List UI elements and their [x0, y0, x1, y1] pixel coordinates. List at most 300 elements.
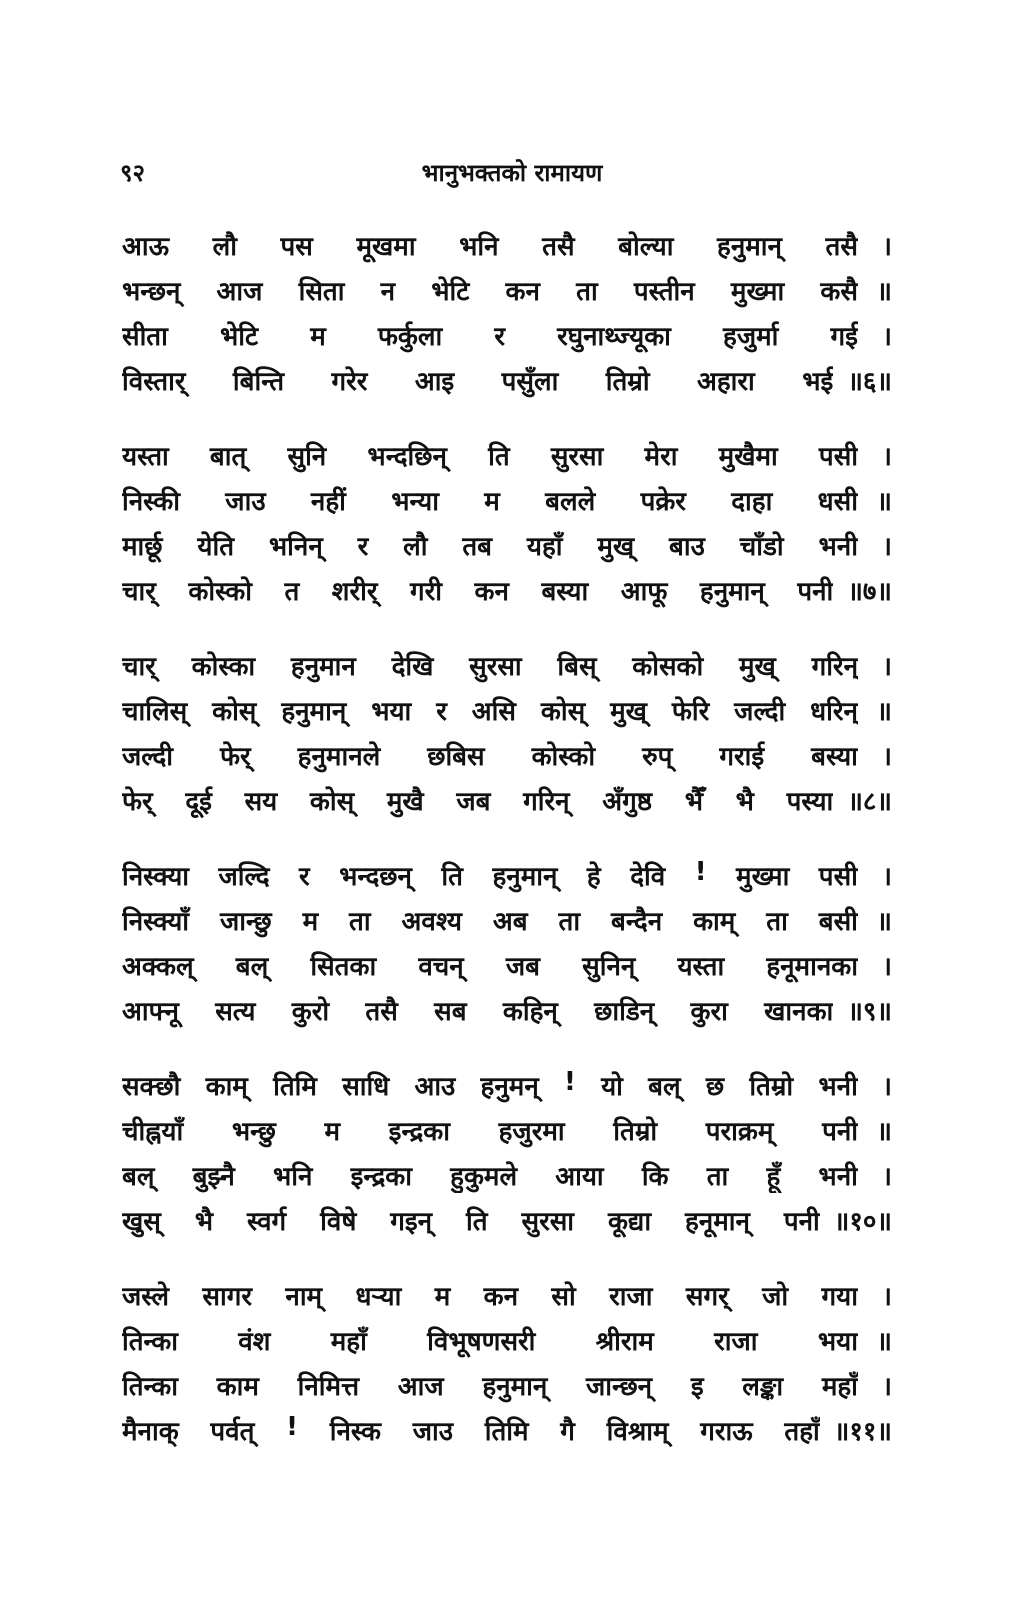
verse-word: तिन्का: [122, 1326, 178, 1357]
verse-mark: ॥८॥: [847, 786, 892, 817]
verse-word: भैँ: [684, 786, 703, 817]
verse-mark: ॥७॥: [847, 576, 892, 607]
verse-word: हनुमान्: [699, 576, 765, 607]
verse-word: कोस्: [212, 696, 257, 727]
verse-word: जल्दि: [218, 861, 270, 892]
verse-mark: ।: [882, 231, 892, 262]
verse-word: यहाँ: [526, 531, 563, 562]
verse-word: हनुमान्: [492, 861, 558, 892]
verse-word: म: [302, 906, 319, 937]
verse-word: श्रीराम: [595, 1326, 654, 1357]
verse-word: आऊ: [122, 231, 169, 262]
verse-text: [122, 362, 833, 398]
verse-word: जब: [456, 786, 491, 817]
verse-word: भन्दछिन्: [367, 441, 447, 472]
verse-word: धसी: [817, 486, 858, 517]
verse-word: कि: [641, 1161, 669, 1192]
verse-word: तिम्रो: [613, 1116, 658, 1147]
verse-word: छ: [705, 1071, 725, 1102]
verse-mark: ।: [882, 531, 892, 562]
verse-word: भनी: [818, 1161, 858, 1192]
verse-word: आइ: [414, 366, 455, 397]
verse-word: अहारा: [697, 366, 755, 397]
verse-word: भै: [194, 1206, 214, 1237]
verse-word: पस्तीन: [633, 276, 695, 307]
verse-mark: ॥१०॥: [833, 1206, 892, 1237]
verse-word: फेरि: [671, 696, 710, 727]
verse-word: अँगुष्ठ: [602, 786, 653, 817]
verse-word: भनि: [273, 1161, 313, 1192]
verse-word: विस्तार्: [122, 366, 186, 397]
verse-word: कन: [483, 1281, 519, 1312]
verse-word: सगर्: [685, 1281, 729, 1312]
verse-line: [122, 567, 892, 612]
verse-word: कुरो: [291, 996, 330, 1027]
verse-line: [122, 687, 892, 732]
verse-word: रुप्: [642, 741, 673, 772]
verse-word: धऱ्या: [355, 1281, 402, 1312]
verse-word: गराई: [719, 741, 765, 772]
verse-word: छबिस: [427, 741, 485, 772]
verse-word: सुनिन्: [582, 951, 636, 982]
verse-word: शरीर्: [331, 576, 378, 607]
verse-word: म: [434, 1281, 451, 1312]
verse-word: तसै: [542, 231, 575, 262]
verse-word: भया: [371, 696, 412, 727]
verse-word: जल्दी: [122, 741, 174, 772]
verse-word: मुख्: [597, 531, 635, 562]
verse-word: जब: [505, 951, 541, 982]
verse-line: [122, 1317, 892, 1362]
verse-mark: ॥: [876, 1116, 892, 1147]
verse-word: हजुरमा: [498, 1116, 565, 1147]
verse-word: सागर: [202, 1281, 253, 1312]
verse-word: भन्या: [391, 486, 439, 517]
verse-line: [122, 477, 892, 522]
verse-word: चालिस्: [122, 696, 188, 727]
verse-line: [122, 942, 892, 987]
verse-word: !: [286, 1411, 299, 1442]
page-header: [0, 150, 1024, 200]
verse-word: गई: [830, 321, 858, 352]
verse-word: वंश: [238, 1326, 271, 1357]
verse-word: लौ: [212, 231, 237, 262]
verse-word: निस्क: [329, 1416, 381, 1447]
verse-text: [122, 227, 858, 263]
verse-word: बल्: [235, 951, 269, 982]
verse-word: बल्: [122, 1161, 155, 1192]
verse-word: आफ्नू: [122, 996, 179, 1027]
verse-word: जाउ: [412, 1416, 453, 1447]
verse-text: [122, 1157, 858, 1193]
verse-word: आज: [397, 1371, 444, 1402]
verse-word: !: [563, 1066, 576, 1097]
verse-word: भनिन्: [268, 531, 323, 562]
verse-word: वचन्: [418, 951, 464, 982]
verse-word: गरिन्: [811, 651, 858, 682]
verse-word: महाँ: [821, 1371, 858, 1402]
verse-word: सो: [551, 1281, 576, 1312]
verse-line: [122, 357, 892, 402]
verse-word: हनुमान्: [482, 1371, 548, 1402]
verse-word: म: [310, 321, 326, 352]
verse-line: [122, 267, 892, 312]
verse-word: इन्द्रका: [350, 1161, 412, 1192]
verse-word: राजा: [609, 1281, 653, 1312]
verse-mark: ॥११॥: [833, 1416, 892, 1447]
verse-word: बात्: [209, 441, 247, 472]
verse-word: राजा: [714, 1326, 758, 1357]
verse-word: भेटि: [219, 321, 259, 352]
verse-mark: ॥: [876, 1326, 892, 1357]
verse-text: [122, 272, 858, 308]
verse-text: [122, 437, 858, 473]
verse-word: दाहा: [731, 486, 773, 517]
verse-word: जस्ले: [122, 1281, 170, 1312]
verse-mark: ।: [882, 321, 892, 352]
verse-word: गरी: [410, 576, 443, 607]
verse-mark: ॥: [876, 696, 892, 727]
verse-word: हनुमन्: [480, 1071, 539, 1102]
verse-word: भन्छन्: [122, 276, 181, 307]
verse-word: जो: [762, 1281, 789, 1312]
verse-word: सीता: [122, 321, 168, 352]
verse-word: दूई: [185, 786, 212, 817]
verse-word: यस्ता: [122, 441, 169, 472]
verse-word: चाँडो: [739, 531, 784, 562]
verse-word: ता: [706, 1161, 729, 1192]
verse-word: नहीं: [310, 486, 346, 517]
verse-word: अक्कल्: [122, 951, 194, 982]
verse-line: [122, 1362, 892, 1407]
verse-word: म: [324, 1116, 341, 1147]
verse-mark: ।: [882, 1281, 892, 1312]
verse-text: [122, 1112, 858, 1148]
verse-word: देखि: [391, 651, 434, 682]
verse-word: र: [494, 321, 505, 352]
verse-word: अवश्य: [401, 906, 462, 937]
verse-line: [122, 987, 892, 1032]
verse-word: भेटि: [431, 276, 470, 307]
verse-word: हनुमानले: [297, 741, 381, 772]
verse-word: पर्वत्: [210, 1416, 255, 1447]
verse-word: कोसको: [632, 651, 704, 682]
verse-text: [122, 1202, 820, 1238]
verse-word: तब: [462, 531, 493, 562]
verse-line: [122, 1107, 892, 1152]
stanza: [122, 1062, 892, 1242]
verse-word: ता: [766, 906, 788, 937]
verse-word: मुखैमा: [718, 441, 778, 472]
verse-word: सक्छौ: [122, 1071, 181, 1102]
verse-word: निस्क्या: [122, 861, 190, 892]
verse-word: पस: [280, 231, 313, 262]
verse-word: बस्या: [811, 741, 858, 772]
verse-word: मूखमा: [356, 231, 416, 262]
verse-word: हनूमान्: [684, 1206, 750, 1237]
verse-text: [122, 527, 858, 563]
verse-word: तसै: [825, 231, 858, 262]
verse-word: ता: [576, 276, 598, 307]
verse-word: फेर्: [122, 786, 153, 817]
verse-word: कोस्को: [188, 576, 252, 607]
verse-word: गरेर: [331, 366, 368, 397]
verse-word: हूँ: [766, 1161, 781, 1192]
verse-word: र: [357, 531, 369, 562]
verse-word: हजुर्मा: [723, 321, 779, 352]
verse-mark: ।: [882, 1161, 892, 1192]
verse-mark: ॥९॥: [847, 996, 892, 1027]
stanza: [122, 432, 892, 612]
verse-word: देवि: [630, 861, 666, 892]
verse-word: त: [284, 576, 300, 607]
verse-word: विषे: [320, 1206, 357, 1237]
verse-word: गया: [821, 1281, 858, 1312]
verse-word: आफू: [620, 576, 668, 607]
verse-word: पनी: [783, 1206, 820, 1237]
verse-mark: ॥: [876, 906, 892, 937]
verse-word: गइन्: [390, 1206, 433, 1237]
verse-word: हनुमान: [290, 651, 356, 682]
verse-word: तिन्का: [122, 1371, 178, 1402]
verse-word: बलले: [545, 486, 596, 517]
verse-line: [122, 312, 892, 357]
stanza: [122, 222, 892, 402]
verse-word: पक्रेर: [640, 486, 686, 517]
verse-text: [122, 1412, 820, 1448]
verse-line: [122, 852, 892, 897]
verse-word: हनुमान्: [717, 231, 782, 262]
verse-word: कन: [505, 276, 540, 307]
verse-word: यो: [601, 1071, 623, 1102]
verse-word: सय: [244, 786, 278, 817]
verse-word: ति: [466, 1206, 488, 1237]
verse-word: हनुमान्: [281, 696, 347, 727]
verse-word: भन्दछन्: [339, 861, 412, 892]
verse-mark: ।: [882, 1071, 892, 1102]
verse-text: [122, 947, 858, 983]
verse-line: [122, 732, 892, 777]
verse-word: बन्दैन: [611, 906, 663, 937]
verse-mark: ।: [882, 741, 892, 772]
verse-word: भया: [817, 1326, 858, 1357]
verse-word: हुकुमले: [450, 1161, 518, 1192]
verse-word: बिन्ति: [232, 366, 285, 397]
verse-word: तिमि: [273, 1071, 317, 1102]
verse-word: हनूमानका: [766, 951, 858, 982]
verse-line: [122, 522, 892, 567]
verse-word: काम्: [693, 906, 736, 937]
verse-text: [122, 782, 833, 818]
verse-word: तिम्रो: [749, 1071, 794, 1102]
verse-word: ति: [488, 441, 510, 472]
verse-word: सुरसा: [469, 651, 522, 682]
verse-line: [122, 642, 892, 687]
verse-word: पसुँला: [501, 366, 559, 397]
verse-text: [122, 1322, 858, 1358]
verse-text: [122, 1367, 858, 1403]
verse-word: जल्दी: [734, 696, 786, 727]
verse-word: मार्छू: [122, 531, 163, 562]
verse-word: पसी: [818, 861, 858, 892]
verse-line: [122, 222, 892, 267]
verse-word: काम: [216, 1371, 259, 1402]
verse-word: सुनि: [287, 441, 327, 472]
stanza: [122, 642, 892, 822]
verse-word: लङ्का: [742, 1371, 784, 1402]
verse-word: अब: [492, 906, 528, 937]
verse-word: मुख्: [739, 651, 776, 682]
verse-word: येति: [197, 531, 235, 562]
verse-line: [122, 1152, 892, 1197]
verse-word: कन: [474, 576, 509, 607]
verse-text: [122, 572, 833, 608]
verse-word: भई: [802, 366, 834, 397]
verse-word: बस्या: [541, 576, 589, 607]
verse-word: र: [299, 861, 310, 892]
verse-word: छाडिन्: [594, 996, 655, 1027]
verse-word: भै: [735, 786, 754, 817]
verse-word: पनी: [797, 576, 834, 607]
verse-word: कोस्: [540, 696, 586, 727]
stanza: [122, 1272, 892, 1452]
verse-word: सुरसा: [550, 441, 604, 472]
verse-line: [122, 1197, 892, 1242]
verse-word: फर्कुला: [377, 321, 443, 352]
verse-word: सब: [434, 996, 467, 1027]
verse-word: गरिन्: [523, 786, 570, 817]
verse-word: मुख्: [610, 696, 647, 727]
verse-word: विभूषणसरी: [427, 1326, 536, 1357]
verse-word: चार्: [122, 576, 156, 607]
verse-word: स्वर्ग: [246, 1206, 287, 1237]
verse-word: गै: [560, 1416, 575, 1447]
verse-word: यस्ता: [677, 951, 725, 982]
verse-word: जान्छन्: [585, 1371, 653, 1402]
verse-word: महाँ: [330, 1326, 367, 1357]
verse-mark: ।: [882, 651, 892, 682]
verse-word: गराऊ: [700, 1416, 753, 1447]
verse-word: हे: [586, 861, 601, 892]
verse-word: कुरा: [690, 996, 728, 1027]
verse-word: सत्य: [215, 996, 256, 1027]
verse-word: !: [694, 856, 707, 887]
verse-word: सितका: [310, 951, 377, 982]
verse-word: जान्छु: [219, 906, 272, 937]
verse-word: तहाँ: [784, 1416, 820, 1447]
verse-word: कसै: [820, 276, 858, 307]
verse-word: साधि: [342, 1071, 390, 1102]
verse-word: ति: [441, 861, 463, 892]
verse-word: आज: [216, 276, 263, 307]
verse-word: कोस्को: [531, 741, 596, 772]
verse-text: [122, 992, 833, 1028]
verse-word: भनि: [459, 231, 499, 262]
verse-word: पनी: [822, 1116, 858, 1147]
verse-word: बोल्या: [618, 231, 674, 262]
verse-word: भनी: [818, 531, 858, 562]
verse-word: बाउ: [669, 531, 705, 562]
verse-word: मेरा: [644, 441, 678, 472]
verse-line: [122, 432, 892, 477]
verse-word: भन्छु: [231, 1116, 276, 1147]
verse-word: बुझ्नै: [192, 1161, 235, 1192]
verse-line: [122, 1062, 892, 1107]
verse-word: जाउ: [225, 486, 266, 517]
verse-word: रघुनाथ्ज्यूका: [557, 321, 671, 352]
verse-word: पसी: [818, 441, 858, 472]
verse-word: निमित्त: [297, 1371, 360, 1402]
verse-word: नाम्: [285, 1281, 323, 1312]
verse-word: लौ: [403, 531, 428, 562]
verse-word: न: [380, 276, 396, 307]
verse-mark: ।: [882, 1371, 892, 1402]
verse-word: बिस्: [557, 651, 597, 682]
verse-word: चार्: [122, 651, 156, 682]
verse-word: फेर्: [220, 741, 251, 772]
verse-line: [122, 897, 892, 942]
verse-mark: ।: [882, 861, 892, 892]
verse-word: काम्: [205, 1071, 248, 1102]
verse-word: धरिन्: [810, 696, 858, 727]
verse-word: खानका: [764, 996, 834, 1027]
verse-text: [122, 1067, 858, 1103]
verse-body: [122, 222, 892, 1482]
verse-word: बसी: [818, 906, 858, 937]
verse-mark: ।: [882, 441, 892, 472]
verse-word: खुस्: [122, 1206, 161, 1237]
verse-text: [122, 737, 858, 773]
verse-word: ता: [349, 906, 371, 937]
verse-line: [122, 1407, 892, 1452]
verse-word: र: [436, 696, 447, 727]
verse-word: म: [484, 486, 500, 517]
verse-word: आउ: [414, 1071, 456, 1102]
verse-text: [122, 482, 858, 518]
verse-text: [122, 647, 858, 683]
verse-word: असि: [471, 696, 516, 727]
verse-word: कोस्: [309, 786, 355, 817]
verse-text: [122, 1277, 858, 1313]
verse-word: विश्राम्: [606, 1416, 669, 1447]
verse-word: तसै: [365, 996, 398, 1027]
verse-line: [122, 1272, 892, 1317]
verse-line: [122, 777, 892, 822]
verse-word: आया: [555, 1161, 604, 1192]
verse-word: बल्: [648, 1071, 681, 1102]
verse-word: चीह्नयाँ: [122, 1116, 184, 1147]
verse-word: तिमि: [484, 1416, 529, 1447]
verse-word: मैनाक्: [122, 1416, 179, 1447]
page-number: ९२: [120, 159, 145, 187]
verse-word: इन्द्रका: [388, 1116, 450, 1147]
verse-word: मुख्मा: [736, 861, 790, 892]
verse-word: पराक्रम्: [705, 1116, 774, 1147]
verse-word: निस्क्याँ: [122, 906, 190, 937]
verse-mark: ॥: [876, 276, 892, 307]
verse-word: तिम्रो: [605, 366, 650, 397]
verse-text: [122, 902, 858, 938]
verse-word: कोस्का: [191, 651, 256, 682]
running-title: भानुभक्तको रामायण: [421, 159, 603, 187]
verse-word: कहिन्: [502, 996, 558, 1027]
verse-text: [122, 317, 858, 353]
verse-word: मुखै: [386, 786, 424, 817]
verse-text: [122, 692, 858, 728]
verse-mark: ॥६॥: [847, 366, 892, 397]
verse-word: सुरसा: [521, 1206, 575, 1237]
verse-word: कूद्या: [607, 1206, 652, 1237]
